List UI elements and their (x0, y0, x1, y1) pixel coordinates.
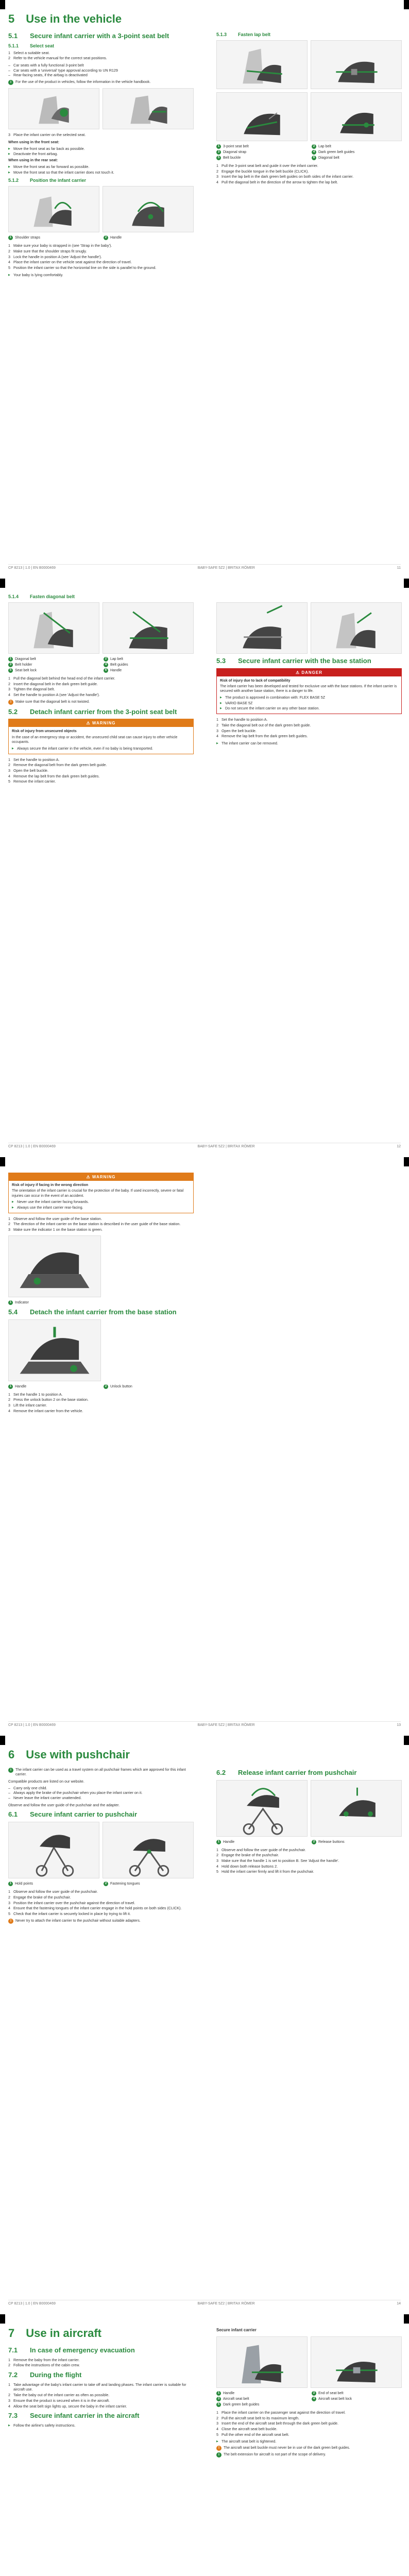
legend-item: 5 Belt buckle (216, 156, 306, 160)
note-text: The aircraft seat belt buckle must never be in use of the dark green belt guides. (224, 2446, 350, 2450)
warning-text: The orientation of the infant carrier is crucial for the protection of the baby. If used incorrectly, severe or fatal injuries can occur in the event of an accident. (12, 1189, 184, 1198)
step: 3 Open the belt buckle. (8, 768, 48, 773)
instruction: ▶ Move the front seat as far forward as possible. (8, 164, 194, 170)
step-list (216, 2410, 402, 2437)
step: 3 Insert the end of the aircraft seat belt through the dark green belt guide. (216, 2421, 338, 2426)
step: 2 Engage the buckle tongue in the belt buckle (CLICK). (216, 168, 309, 174)
section-heading (8, 2346, 194, 2354)
bullet: – Never leave the infant carrier unattended. (8, 1795, 194, 1801)
section-title: Detach the infant carrier from the base station (30, 1308, 177, 1316)
illustration-lap-belt-3 (216, 92, 308, 141)
condition-heading: When using in the rear seat: (8, 158, 58, 163)
step: 3 Insert the lap belt in the dark green belt guides on both sides of the infant carrier. (216, 174, 354, 179)
step: 1 Place the infant carrier on the passenger seat against the direction of travel. (216, 2410, 346, 2415)
note-text: Never try to attach the infant carrier to the pushchair without suitable adapters. (15, 1919, 141, 1923)
legend-item: 4 Aircraft seat belt lock (312, 2397, 402, 2401)
illustration-car-seat-rear (103, 88, 194, 129)
illustration-base-indicator (8, 1235, 101, 1297)
step: 1 Set the handle to position A. (8, 757, 60, 762)
footer-doc-id: CP 8213 | 1.0 | EN B0000469 (8, 566, 56, 570)
step: 3 Ensure that the product is secured when it is in the aircraft. (8, 2398, 110, 2403)
warning-action: ▶ Always use the infant carrier rear-facing. (12, 1205, 190, 1210)
section-title: Secure infant carrier with a 3-point seat belt (30, 32, 169, 40)
danger-header: ⚠ DANGER (217, 669, 401, 676)
step-list (8, 50, 194, 61)
footer-product: BABY-SAFE 5Z2 | BRITAX RÖMER (197, 1723, 255, 1727)
info-icon: i (216, 2452, 221, 2458)
legend-item: 1 Handle (8, 1384, 98, 1389)
step: 4 Allow the seat belt sign lights up, secure the baby in the infant carrier. (8, 2403, 127, 2409)
figure-legend (8, 657, 194, 673)
legend-item: 1 Hold points (8, 1882, 98, 1886)
step: 5 Position the infant carrier so that the horizontal line on the side is parallel to the ground. (8, 265, 157, 270)
chapter-number: 5 (8, 12, 15, 25)
step: 1 Observe and follow the user guide of the pushchair. (216, 1847, 306, 1852)
warning-note (8, 700, 194, 705)
chapter-title: Use with pushchair (26, 1748, 130, 1761)
section-number: 7.1 (8, 2346, 18, 2354)
cut-mark (0, 2314, 5, 2324)
page-footer (8, 1143, 401, 1150)
step: 1 Take advantage of the baby's infant carrier to take off and landing phases. The infant carrier is suitable for aircraft use. (8, 2382, 186, 2392)
step-list (8, 2358, 194, 2368)
warning-box (8, 1173, 194, 1213)
step: 2 Refer to the vehicle manual for the correct seat positions. (8, 56, 107, 61)
illustration-belt-release-1 (216, 602, 308, 654)
step-list (8, 1392, 194, 1414)
section-number: 5.4 (8, 1308, 18, 1316)
section-heading (8, 32, 194, 40)
figure-legend (8, 1384, 194, 1389)
info-icon: i (8, 80, 13, 85)
section-number: 6.1 (8, 1810, 18, 1819)
cut-mark (404, 2314, 409, 2324)
right-column (216, 591, 402, 747)
step: 2 Take the diagonal belt out of the dark green belt guide. (216, 722, 311, 727)
left-column (8, 2327, 194, 2429)
step: 3 Lock the handle in position A (see 'Adjust the handle'). (8, 254, 102, 259)
instruction: ▶ Follow the airline's safety instructions. (8, 2423, 194, 2428)
section-number: 7.3 (8, 2412, 18, 2420)
footer-product: BABY-SAFE 5Z2 | BRITAX RÖMER (197, 1145, 255, 1148)
step-list (8, 1216, 194, 1232)
step: 3 Tighten the diagonal belt. (8, 687, 55, 692)
bullet: – Carry only one child. (8, 1786, 194, 1791)
illustration-pushchair-release-1 (216, 1780, 308, 1837)
step: 5 Hold the infant carrier firmly and lift it from the pushchair. (216, 1869, 314, 1874)
bullet-list (8, 63, 194, 78)
note-text: For the use of the product in vehicles, follow the information in the vehicle handbook. (15, 80, 151, 84)
cut-mark (404, 1736, 409, 1745)
instruction: ▶ Move the front seat as far back as possible. (8, 146, 194, 151)
illustration-lap-belt-4 (311, 92, 402, 141)
bullet: – Car seats with a 'universal' type approval according to UN R129 (8, 68, 194, 73)
step: 4 Place the infant carrier on the vehicle seat against the direction of travel. (8, 260, 132, 265)
step: 2 Engage the brake of the pushchair. (8, 1894, 71, 1900)
legend-item: 2 Handle (104, 235, 194, 240)
note-text: The belt extension for aircraft is not part of the scope of delivery. (224, 2453, 326, 2457)
page-number: 11 (397, 566, 401, 570)
illustration-carrier-position (8, 186, 99, 232)
cut-mark (404, 0, 409, 9)
warning-note (8, 1919, 194, 1924)
illustration-pushchair-attach-2 (103, 1822, 194, 1878)
step: 3 Make sure that the handle 1 is set to position B. See 'Adjust the handle'. (216, 1858, 339, 1863)
legend-item: 5 Seat belt lock (8, 668, 98, 673)
page-footer (8, 2300, 401, 2307)
step: 2 Engage the brake of the pushchair. (216, 1853, 279, 1858)
page-footer (8, 564, 401, 571)
section-number: 6.2 (216, 1769, 226, 1776)
danger-item: ▶ The product is approved in combination with: FLEX BASE 5Z (220, 695, 398, 700)
warning-title: Risk of injury from unsecured objects (12, 730, 77, 734)
section-number: 5.1 (8, 32, 18, 40)
warning-icon: ! (8, 1919, 13, 1924)
section-title: Detach infant carrier from the 3-point seat belt (30, 707, 177, 716)
step: 2 Follow the instructions of the cabin crew. (8, 2363, 80, 2368)
result: ▶ The infant carrier can be removed. (216, 741, 402, 746)
right-column (216, 2327, 402, 2459)
note-text: The infant carrier can be used as a travel system on all pushchair frames which are approved for this infant carrier. (15, 1768, 186, 1777)
step-list (8, 243, 194, 270)
figure-legend (216, 144, 402, 160)
right-column (216, 12, 402, 187)
step: 4 Pull the diagonal belt in the direction of the arrow to tighten the lap belt. (216, 180, 338, 185)
legend-item: 2 Unlock button (104, 1384, 194, 1389)
legend-item: 1 Handle (216, 2391, 306, 2396)
step: 1 Observe and follow the user guide of the pushchair. (8, 1889, 98, 1894)
legend-item: 1 Handle (216, 1840, 306, 1844)
step: 3 Position the infant carrier over the pushchair against the direction of travel. (8, 1900, 135, 1905)
legend-item: 2 Fastening tongues (104, 1882, 194, 1886)
step: 2 Press the unlock button 2 on the base station. (8, 1397, 89, 1402)
warning-action: ▶ Never use the infant carrier facing forwards. (12, 1199, 190, 1205)
instruction: ▶ Deactivate the front airbag. (8, 151, 194, 157)
step: 1 Pull the 3-point seat belt and guide it over the infant carrier. (216, 163, 318, 168)
footer-doc-id: CP 8213 | 1.0 | EN B0000469 (8, 2302, 56, 2306)
warning-text: In the case of an emergency stop or accident, the unsecured child seat can cause injury to other vehicle occupants. (12, 735, 178, 744)
warning-icon: ! (216, 2446, 221, 2451)
illustration-pushchair-release-2 (311, 1780, 402, 1837)
info-note (8, 1768, 194, 1777)
chapter-heading (8, 2327, 194, 2340)
chapter-title: Use in aircraft (26, 2327, 101, 2340)
step: 1 Remove the baby from the infant carrier. (8, 2357, 80, 2362)
legend-item: 5 Dark green belt guides (216, 2402, 306, 2407)
section-title: Secure infant carrier to pushchair (30, 1810, 138, 1819)
info-note (216, 2452, 402, 2458)
right-column (216, 1748, 402, 1876)
illustration-aircraft-seat-2 (311, 2336, 402, 2388)
figure-legend (8, 1300, 194, 1305)
danger-text: The infant carrier has been developed and tested for exclusive use with the base stations. If the infant carrier is secured with another base station, there is a danger to life. (220, 685, 397, 693)
step: 4 Remove the lap belt from the dark green belt guides. (216, 734, 308, 739)
warning-box (8, 719, 194, 754)
manual-page-14 (0, 1736, 409, 2314)
cut-mark (404, 1157, 409, 1166)
page-footer (8, 1721, 401, 1728)
step: 1 Make sure your baby is strapped in (see 'Strap in the baby'). (8, 243, 112, 248)
warning-header: ⚠ WARNING (9, 719, 193, 727)
figure-legend (216, 2391, 402, 2407)
legend-item: 2 Lap belt (312, 144, 402, 149)
section-number: 7.2 (8, 2371, 18, 2379)
cut-mark (0, 1736, 5, 1745)
paragraph: Observe and follow the user guide of the pushchair and the adapter. (8, 1802, 120, 1807)
danger-item: ▶ VARIO BASE 5Z (220, 701, 398, 706)
step: 4 Remove the infant carrier from the vehicle. (8, 1408, 83, 1413)
subsection-heading (216, 32, 402, 37)
subsection-number: 5.1.1 (8, 43, 19, 48)
warning-note (216, 2446, 402, 2451)
bullet: – Car seats with a fully functional 3-point belt (8, 63, 194, 68)
footer-doc-id: CP 8213 | 1.0 | EN B0000469 (8, 1145, 56, 1148)
step: 2 The direction of the infant carrier on the base station is described in the user guide of the base station. (8, 1222, 181, 1227)
subsection-heading (8, 43, 194, 48)
step: 5 Pull the other end of the aircraft seat belt. (216, 2432, 289, 2437)
section-heading (8, 1308, 194, 1316)
bullet: – Always apply the brake of the pushchair when you place the infant carrier on it. (8, 1790, 194, 1795)
figure-legend (8, 1882, 194, 1886)
bullet-list (8, 1786, 194, 1801)
illustration-lap-belt-2 (311, 40, 402, 89)
illustration-base-release (8, 1319, 101, 1381)
step: 1 Pull the diagonal belt behind the head end of the infant carrier. (8, 676, 115, 681)
step-list (216, 717, 402, 739)
legend-item: 2 Release buttons (312, 1840, 402, 1844)
figure-legend (8, 235, 194, 240)
note-text: Make sure that the diagonal belt is not twisted. (15, 700, 90, 704)
subsection-title: Select seat (30, 43, 55, 48)
result: ▶ Your baby is lying comfortably. (8, 273, 194, 278)
step: 3 Make sure the indicator 1 on the base station is green. (8, 1227, 103, 1232)
legend-item: 2 Lap belt (104, 657, 194, 662)
step: 5 Check that the infant carrier is securely locked in place by trying to lift it. (8, 1911, 131, 1916)
cut-mark (0, 0, 5, 9)
legend-item: 6 Handle (104, 668, 194, 673)
step: 4 Ensure that the fastening tongues of the infant carrier engage in the hold points on both sides (CLICK). (8, 1906, 182, 1911)
step: 3 Open the belt buckle. (216, 728, 257, 733)
chapter-number: 7 (8, 2327, 15, 2340)
subheading: Secure infant carrier (216, 2328, 257, 2332)
subsection-title: Position the infant carrier (30, 178, 87, 183)
step: 1 Set the handle 1 to position A. (8, 1392, 63, 1397)
step: 4 Hold down both release buttons 2. (216, 1863, 278, 1869)
chapter-title: Use in the vehicle (26, 12, 122, 25)
cut-mark (0, 579, 5, 588)
left-column (8, 12, 194, 278)
condition-heading: When using in the front seat: (8, 139, 60, 144)
page-number: 12 (397, 1145, 401, 1148)
illustration-belt-release-2 (311, 602, 402, 654)
step-list (8, 757, 194, 785)
step-list (8, 2382, 194, 2409)
left-column (8, 591, 194, 786)
warning-action: ▶ Always secure the infant carrier in the vehicle, even if no baby is being transported. (12, 746, 190, 751)
section-heading (216, 657, 402, 665)
illustration-car-seat-front (8, 88, 99, 129)
legend-item: 4 Dark green belt guides (312, 150, 402, 155)
step: 5 Remove the infant carrier. (8, 779, 56, 784)
step: 2 Insert the diagonal belt in the dark green belt guide. (8, 681, 98, 686)
subsection-heading (8, 178, 194, 183)
legend-item: 1 3-point seat belt (216, 144, 306, 149)
step: 2 Remove the diagonal belt from the dark green belt guide. (8, 762, 107, 768)
illustration-lap-belt-1 (216, 40, 308, 89)
step: 2 Pull the aircraft seat belt to its maximum length. (216, 2415, 300, 2420)
step: 1 Observe and follow the user guide of the base station. (8, 1216, 102, 1221)
legend-item: 1 Diagonal belt (8, 657, 98, 662)
chapter-number: 6 (8, 1748, 15, 1761)
illustration-pushchair-attach-1 (8, 1822, 99, 1878)
page-number: 14 (397, 2302, 401, 2306)
warning-icon: ! (8, 700, 13, 705)
result: ▶ The aircraft seat belt is tightened. (216, 2439, 402, 2444)
info-icon: i (8, 1768, 13, 1773)
figure-legend (216, 1840, 402, 1844)
step-list (216, 163, 402, 185)
illustration-aircraft-seat-1 (216, 2336, 308, 2388)
legend-item: 6 Diagonal belt (312, 156, 402, 160)
section-heading (8, 2371, 194, 2379)
step-list (216, 1848, 402, 1875)
step: 3 Place the infant carrier on the selected seat. (8, 132, 86, 138)
section-title: Secure infant carrier in the aircraft (30, 2412, 140, 2420)
cut-mark (0, 1157, 5, 1166)
step: 4 Remove the lap belt from the dark green belt guides. (8, 773, 100, 778)
danger-box (216, 668, 402, 714)
section-title: Release infant carrier from pushchair (238, 1769, 357, 1776)
section-heading (8, 1810, 194, 1819)
manual-page-15 (0, 2314, 409, 2576)
section-title: Secure infant carrier with the base station (238, 657, 371, 665)
legend-item: 1 Indicator (8, 1300, 194, 1305)
info-note (8, 80, 194, 85)
warning-title: Risk of injury if facing in the wrong direction (12, 1183, 89, 1187)
step: 1 Set the handle to position A. (216, 717, 268, 722)
paragraph: Compatible products are listed on our website. (8, 1778, 84, 1784)
footer-product: BABY-SAFE 5Z2 | BRITAX RÖMER (197, 2302, 255, 2306)
instruction: ▶ Move the front seat so that the infant carrier does not touch it. (8, 170, 194, 175)
illustration-carrier-detail (103, 186, 194, 232)
legend-item: 1 Shoulder straps (8, 235, 98, 240)
danger-title: Risk of injury due to lack of compatibility (220, 679, 291, 683)
danger-item: ▶ Do not secure the infant carrier on any other base station. (220, 706, 398, 711)
subsection-number: 5.1.2 (8, 178, 19, 183)
footer-product: BABY-SAFE 5Z2 | BRITAX RÖMER (197, 566, 255, 570)
cut-mark (404, 579, 409, 588)
subsection-title: Fasten diagonal belt (30, 594, 75, 599)
chapter-heading (8, 12, 194, 26)
step: 2 Make sure that the shoulder straps fit snugly. (8, 248, 87, 253)
manual-page-13 (0, 1157, 409, 1736)
footer-doc-id: CP 8213 | 1.0 | EN B0000469 (8, 1723, 56, 1727)
legend-item: 4 Belt guides (104, 663, 194, 667)
step: 4 Close the aircraft seat belt buckle. (216, 2426, 278, 2431)
section-heading (216, 1769, 402, 1777)
section-number: 5.3 (216, 657, 226, 665)
bullet: – Rear-facing seats, if the airbag is deactivated (8, 73, 194, 78)
legend-item: 2 End of seat belt (312, 2391, 402, 2396)
manual-page-11 (0, 0, 409, 579)
warning-header: ⚠ WARNING (9, 1173, 193, 1181)
subsection-number: 5.1.4 (8, 594, 19, 599)
step-list (8, 132, 194, 138)
step-list (8, 1889, 194, 1917)
step: 2 Take the baby out of the infant carrier as often as possible. (8, 2393, 110, 2398)
section-heading (8, 2412, 194, 2420)
chapter-heading (8, 1748, 194, 1761)
section-title: During the flight (30, 2371, 82, 2379)
step: 3 Lift the infant carrier. (8, 1402, 47, 1408)
step: 4 Set the handle to position A (see 'Adjust the handle'). (8, 692, 100, 698)
section-title: In case of emergency evacuation (30, 2346, 135, 2354)
section-number: 5.2 (8, 707, 18, 716)
illustration-diagonal-belt-1 (8, 602, 99, 654)
left-column (8, 1170, 194, 1415)
manual-page-12 (0, 579, 409, 1157)
section-heading (8, 708, 194, 716)
page-number: 13 (397, 1723, 401, 1727)
illustration-diagonal-belt-2 (103, 602, 194, 654)
step: 1 Select a suitable seat. (8, 50, 50, 55)
subsection-title: Fasten lap belt (238, 32, 271, 37)
step-list (8, 676, 194, 698)
legend-item: 3 Aircraft seat belt (216, 2397, 306, 2401)
legend-item: 3 Diagonal strap (216, 150, 306, 155)
subsection-heading (8, 594, 194, 599)
legend-item: 3 Belt holder (8, 663, 98, 667)
subsection-number: 5.1.3 (216, 32, 227, 37)
left-column (8, 1748, 194, 1925)
